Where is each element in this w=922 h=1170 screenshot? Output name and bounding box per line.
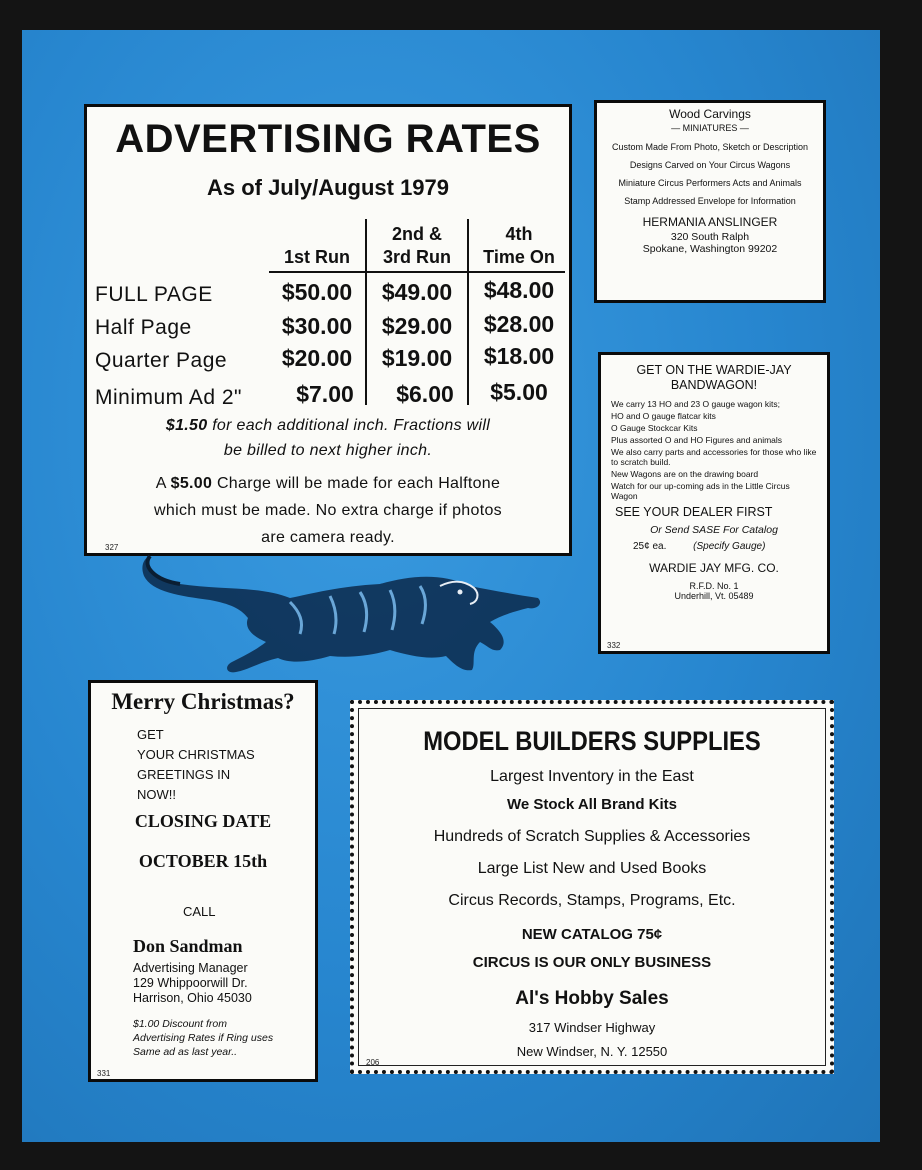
col-header-4th-time	[473, 223, 565, 269]
wood-line: Stamp Addressed Envelope for Information	[624, 196, 796, 206]
rate-value: $6.00	[396, 381, 454, 407]
model-slogan: CIRCUS IS OUR ONLY BUSINESS	[472, 954, 712, 971]
xmas-address-line: Advertising Manager	[133, 961, 248, 975]
wardie-item: HO and O gauge flatcar kits	[611, 411, 716, 421]
col-header-line2: Time On	[483, 247, 555, 267]
col-header-line2: 3rd Run	[382, 247, 451, 267]
model-builders-supplies-ad	[350, 700, 834, 1074]
model-catalog: NEW CATALOG 75¢	[521, 926, 663, 943]
wardie-jay-ad	[598, 352, 830, 654]
xmas-call: CALL	[183, 904, 216, 919]
rate-value: $28.00	[483, 311, 555, 337]
wardie-item: Plus assorted O and HO Figures and animals	[611, 435, 783, 445]
ad-number: 206	[366, 1058, 380, 1067]
wardie-dealer: SEE YOUR DEALER FIRST	[615, 505, 773, 519]
model-line: Circus Records, Stamps, Programs, Etc.	[448, 892, 736, 909]
rate-value: $18.00	[483, 343, 555, 369]
xmas-get-line: YOUR CHRISTMAS	[137, 747, 255, 762]
wardie-item: We carry 13 HO and 23 O gauge wagon kits;	[611, 399, 780, 409]
wood-address1: 320 South Ralph	[670, 231, 750, 243]
wardie-price-row	[601, 541, 827, 552]
wardie-item: We also carry parts and accessories for those who like to scratch build.	[611, 447, 817, 467]
rates-subtitle: As of July/August 1979	[206, 175, 450, 200]
model-line: Hundreds of Scratch Supplies & Accessories	[433, 828, 751, 845]
wood-subtitle: — MINIATURES —	[671, 123, 749, 133]
model-line: Large List New and Used Books	[477, 860, 707, 877]
col-header-line1	[269, 223, 365, 246]
rate-value: $30.00	[281, 313, 353, 339]
fraction-note: be billed to next higher inch.	[223, 442, 433, 459]
halftone-amount: $5.00	[170, 475, 213, 492]
halftone-prefix: A	[155, 475, 166, 492]
rate-value: $5.00	[490, 379, 548, 405]
wardie-company: WARDIE JAY MFG. CO.	[649, 561, 779, 575]
rate-value: $19.00	[381, 345, 453, 371]
rate-value: $50.00	[281, 279, 353, 305]
model-company: Al's Hobby Sales	[515, 988, 669, 1009]
wood-title: Wood Carvings	[669, 107, 751, 121]
model-line: Largest Inventory in the East	[490, 768, 694, 785]
row-label-quarter-page: Quarter Page	[95, 349, 228, 372]
halftone-text: Charge will be made for each Halftone	[216, 475, 501, 492]
header-rule	[269, 271, 565, 273]
model-address2: New Windser, N. Y. 12550	[516, 1044, 668, 1059]
xmas-title: Merry Christmas?	[111, 689, 295, 714]
wardie-title: GET ON THE WARDIE-JAY BANDWAGON!	[636, 363, 792, 392]
column-divider	[467, 219, 469, 405]
wood-line: Designs Carved on Your Circus Wagons	[629, 160, 791, 170]
wardie-gauge: (Specify Gauge)	[693, 541, 766, 552]
col-header-1st-run	[269, 223, 365, 269]
extra-inch-note	[87, 417, 569, 435]
tiger-illustration-icon	[140, 546, 550, 682]
halftone-note	[87, 475, 569, 493]
wood-line: Miniature Circus Performers Acts and Animals	[618, 178, 802, 188]
wardie-sase: Or Send SASE For Catalog	[650, 524, 778, 536]
model-line: We Stock All Brand Kits	[506, 796, 678, 813]
extra-inch-text: for each additional inch. Fractions will	[212, 417, 491, 434]
row-label-minimum-ad: Minimum Ad 2"	[95, 386, 242, 409]
rates-title: ADVERTISING RATES	[115, 117, 541, 161]
rate-value: $48.00	[483, 277, 555, 303]
xmas-discount-note: $1.00 Discount from Advertising Rates if Ring uses Same ad as last year..	[133, 1018, 274, 1058]
xmas-address-line: Harrison, Ohio 45030	[133, 991, 252, 1005]
column-divider	[365, 219, 367, 405]
wardie-item: Watch for our up-coming ads in the Little Circus Wagon	[611, 481, 790, 501]
row-label-full-page: FULL PAGE	[95, 283, 213, 306]
ad-number: 331	[97, 1069, 111, 1078]
advertising-rates-ad	[84, 104, 572, 556]
xmas-get-line: GREETINGS IN	[137, 767, 231, 782]
halftone-note-line3: are camera ready.	[261, 529, 395, 546]
col-header-line1: 4th	[505, 224, 533, 244]
wood-address2: Spokane, Washington 99202	[642, 243, 778, 255]
wardie-price: 25¢ ea.	[633, 541, 667, 552]
xmas-closing-label: CLOSING DATE	[134, 811, 272, 831]
wardie-item: O Gauge Stockcar Kits	[611, 423, 698, 433]
wardie-rfd: R.F.D. No. 1	[689, 581, 739, 591]
christmas-greetings-ad	[88, 680, 318, 1082]
rate-value: $49.00	[381, 279, 453, 305]
rate-value: $20.00	[281, 345, 353, 371]
model-address1: 317 Windser Highway	[528, 1020, 656, 1035]
col-header-2nd-3rd-run	[369, 223, 465, 269]
ad-number: 332	[607, 641, 621, 650]
model-inner-frame	[358, 708, 826, 1066]
wardie-town: Underhill, Vt. 05489	[674, 591, 754, 601]
row-label-half-page: Half Page	[95, 316, 192, 339]
col-header-line2: 1st Run	[283, 247, 350, 267]
wood-carvings-ad	[594, 100, 826, 303]
halftone-note-line2: which must be made. No extra charge if photos	[154, 502, 502, 519]
wood-line: Custom Made From Photo, Sketch or Description	[611, 142, 809, 152]
xmas-get-line: GET	[137, 727, 164, 742]
ad-number: 327	[105, 543, 119, 552]
rate-value: $7.00	[296, 381, 354, 407]
wardie-item: New Wagons are on the drawing board	[611, 469, 759, 479]
extra-inch-amount: $1.50	[165, 417, 208, 434]
wood-name: HERMANIA ANSLINGER	[642, 215, 778, 229]
xmas-get-line: NOW!!	[137, 787, 176, 802]
xmas-address	[133, 961, 252, 1006]
col-header-line1: 2nd &	[391, 224, 442, 244]
xmas-address-line: 129 Whippoorwill Dr.	[133, 976, 248, 990]
xmas-contact-name: Don Sandman	[133, 936, 243, 956]
model-title: MODEL BUILDERS SUPPLIES	[423, 726, 761, 756]
rate-value: $29.00	[381, 313, 453, 339]
xmas-get-lines	[137, 725, 255, 805]
xmas-closing-date: OCTOBER 15th	[138, 851, 268, 871]
